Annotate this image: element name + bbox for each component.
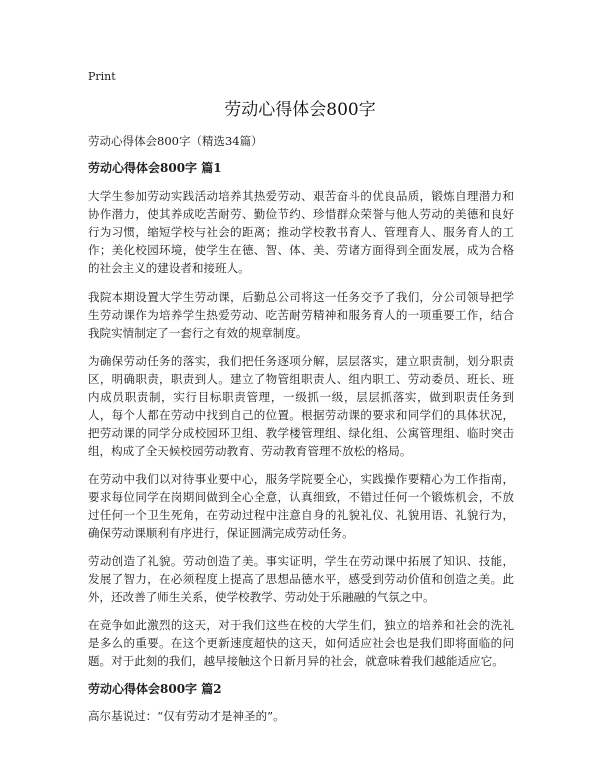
section-heading: 劳动心得体会800字 篇1 <box>88 161 222 175</box>
document-subtitle: 劳动心得体会800字（精选34篇） <box>88 134 263 148</box>
paragraph: 在劳动中我们以对待事业要中心，服务学院要全心，实践操作要精心为工作指南，要求每位同学在岗期间做到全心全意，认真细致，不错过任何一个锻炼机会，不放过任何一个卫生死角，在劳动过程中注意自身的礼貌礼仪、礼貌用语、礼貌行为，确保劳动课顺利有序进行，保证圆满完成劳动任务。 <box>88 472 514 540</box>
paragraph: 高尔基说过：“仅有劳动才是神圣的”。 <box>88 709 285 723</box>
paragraph: 我院本期设置大学生劳动课，后勤总公司将这一任务交予了我们，分公司领导把学生劳动课作为培养学生热爱劳动、吃苦耐劳精神和服务育人的一项重要工作，结合我院实情制定了一套行之有效的规章制度。 <box>88 290 514 340</box>
paragraph: 为确保劳动任务的落实，我们把任务逐项分解，层层落实，建立职责制，划分职责区，明确职责，职责到人。建立了物管组职责人、组内职工、劳动委员、班长、班内成员职责制，实行目标职责管理，一级抓一级，层层抓落实，做到职责任务到人，每个人都在劳动中找到自己的位置。根据劳动课的要求和同学们的具体状况，把劳动课的同学分成校园环卫组、教学楼管理组、绿化组、公寓管理组、临时突击组，构成了全天候校园劳动教育、劳动教育管理不放松的格局。 <box>88 354 514 458</box>
section-heading: 劳动心得体会800字 篇2 <box>88 682 222 696</box>
document-body <box>88 132 514 735</box>
paragraph: 大学生参加劳动实践活动培养其热爱劳动、艰苦奋斗的优良品质，锻炼自理潜力和协作潜力，使其养成吃苦耐劳、勤俭节约、珍惜群众荣誉与他人劳动的美德和良好行为习惯，缩短学校与社会的距离；推动学校教书育人、管理育人、服务育人的工作；美化校园环境，使学生在德、智、体、美、劳诸方面得到全面发展，成为合格的社会主义的建设者和接班人。 <box>88 189 514 275</box>
paragraph: 在竞争如此激烈的这天，对于我们这些在校的大学生们，独立的培养和社会的洗礼是多么的重要。在这个更新速度超快的这天，如何适应社会也是我们即将面临的问题。对于此刻的我们，越早接触这个日新月异的社会，就意味着我们越能适应它。 <box>88 618 514 668</box>
section-2 <box>88 680 514 725</box>
print-link[interactable]: Print <box>88 70 116 83</box>
page-title: 劳动心得体会800字 <box>224 100 376 120</box>
paragraph: 劳动创造了礼貌。劳动创造了美。事实证明，学生在劳动课中拓展了知识、技能，发展了智力，在必须程度上提高了思想品德水平，感受到劳动价值和创造之美。此外，还改善了师生关系，使学校教学、劳动处于乐融融的气氛之中。 <box>88 554 514 604</box>
section-1 <box>88 159 514 670</box>
